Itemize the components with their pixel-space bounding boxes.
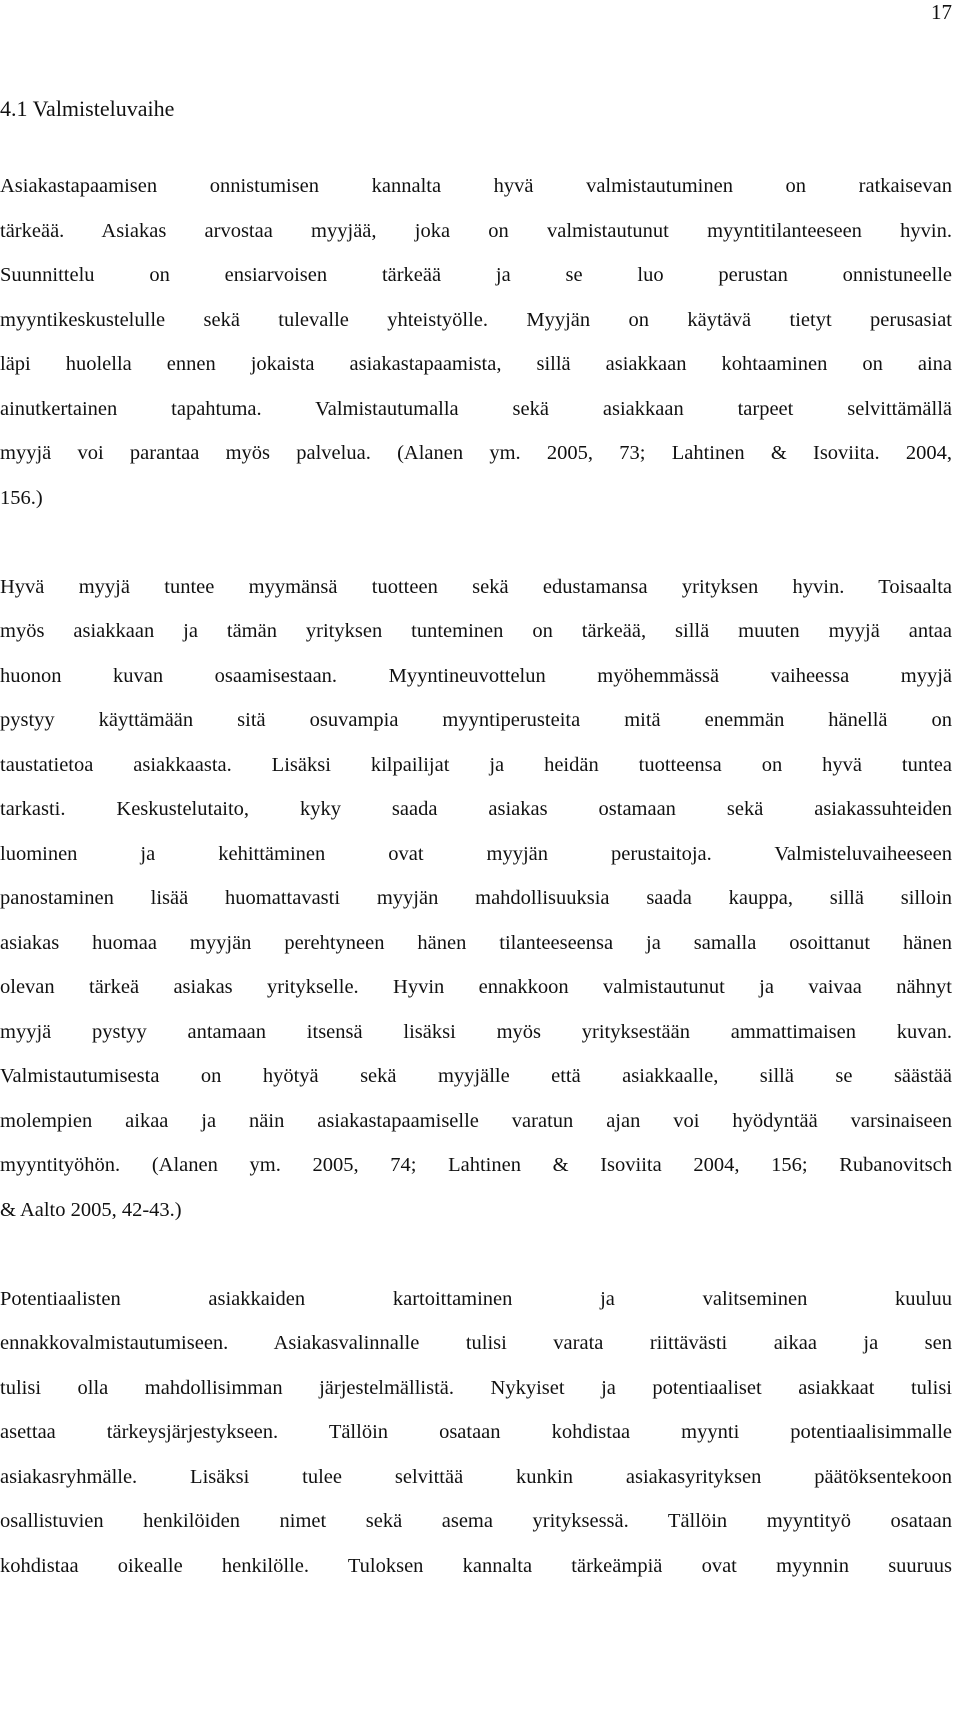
paragraph-line: myyntityöhön. (Alanen ym. 2005, 74; Lahtinen & Isoviita 2004, 156; Rubanovitsch <box>0 1154 952 1176</box>
paragraph-line: Hyvä myyjä tuntee myymänsä tuotteen sekä edustamansa yrityksen hyvin. Toisaalta <box>0 575 952 598</box>
paragraph-line: tärkeää. Asiakas arvostaa myyjää, joka on valmistautunut myyntitilanteeseen hyvin. <box>0 219 952 242</box>
paragraph-line: Potentiaalisten asiakkaiden kartoittaminen ja valitseminen kuuluu <box>0 1287 952 1310</box>
paragraph-line: panostaminen lisää huomattavasti myyjän mahdollisuuksia saada kauppa, sillä silloin <box>0 887 952 909</box>
paragraph-line: & Aalto 2005, 42-43.) <box>0 1198 182 1221</box>
page-number: 17 <box>931 0 952 24</box>
paragraph-2 <box>0 565 952 1233</box>
paragraph-line: läpi huolella ennen jokaista asiakastapaamista, sillä asiakkaan kohtaaminen on aina <box>0 353 952 375</box>
paragraph-line: huonon kuvan osaamisestaan. Myyntineuvottelun myöhemmässä vaiheessa myyjä <box>0 664 952 687</box>
paragraph-line: Suunnittelu on ensiarvoisen tärkeää ja se luo perustan onnistuneelle <box>0 264 952 286</box>
paragraph-line: myös asiakkaan ja tämän yrityksen tunteminen on tärkeää, sillä muuten myyjä antaa <box>0 620 952 642</box>
paragraph-line: tulisi olla mahdollisimman järjestelmällistä. Nykyiset ja potentiaaliset asiakkaat tulisi <box>0 1376 952 1399</box>
paragraph-line: Asiakastapaamisen onnistumisen kannalta hyvä valmistautuminen on ratkaisevan <box>0 175 952 197</box>
paragraph-line: Valmistautumisesta on hyötyä sekä myyjälle että asiakkaalle, sillä se säästää <box>0 1065 952 1087</box>
paragraph-line: myyntikeskustelulle sekä tulevalle yhteistyölle. Myyjän on käytävä tietyt perusasiat <box>0 308 952 331</box>
paragraph-line: molempien aikaa ja näin asiakastapaamiselle varatun ajan voi hyödyntää varsinaiseen <box>0 1109 952 1132</box>
paragraph-line: asiakasryhmälle. Lisäksi tulee selvittää kunkin asiakasyrityksen päätöksentekoon <box>0 1465 952 1488</box>
paragraph-line: ainutkertainen tapahtuma. Valmistautumalla sekä asiakkaan tarpeet selvittämällä <box>0 397 952 420</box>
paragraph-3 <box>0 1277 952 1589</box>
paragraph-line: osallistuvien henkilöiden nimet sekä asema yrityksessä. Tällöin myyntityö osataan <box>0 1510 952 1532</box>
paragraph-1 <box>0 164 952 520</box>
paragraph-line: asettaa tärkeysjärjestykseen. Tällöin osataan kohdistaa myynti potentiaalisimmalle <box>0 1421 952 1443</box>
paragraph-line: luominen ja kehittäminen ovat myyjän perustaitoja. Valmisteluvaiheeseen <box>0 842 952 865</box>
paragraph-line: myyjä voi parantaa myös palvelua. (Alanen ym. 2005, 73; Lahtinen & Isoviita. 2004, <box>0 442 952 464</box>
paragraph-line: ennakkovalmistautumiseen. Asiakasvalinnalle tulisi varata riittävästi aikaa ja sen <box>0 1332 952 1354</box>
section-heading: 4.1 Valmisteluvaihe <box>0 96 175 121</box>
paragraph-line: myyjä pystyy antamaan itsensä lisäksi myös yrityksestään ammattimaisen kuvan. <box>0 1020 952 1043</box>
paragraph-line: kohdistaa oikealle henkilölle. Tuloksen kannalta tärkeämpiä ovat myynnin suuruus <box>0 1554 952 1577</box>
paragraph-line: pystyy käyttämään sitä osuvampia myyntiperusteita mitä enemmän hänellä on <box>0 709 952 731</box>
body-text <box>0 164 952 1588</box>
paragraph-line: 156.) <box>0 486 43 509</box>
paragraph-line: tarkasti. Keskustelutaito, kyky saada asiakas ostamaan sekä asiakassuhteiden <box>0 798 952 820</box>
paragraph-line: asiakas huomaa myyjän perehtyneen hänen tilanteeseensa ja samalla osoittanut hänen <box>0 931 952 954</box>
paragraph-line: taustatietoa asiakkaasta. Lisäksi kilpailijat ja heidän tuotteensa on hyvä tuntea <box>0 753 952 776</box>
paragraph-line: olevan tärkeä asiakas yritykselle. Hyvin ennakkoon valmistautunut ja vaivaa nähnyt <box>0 976 952 998</box>
